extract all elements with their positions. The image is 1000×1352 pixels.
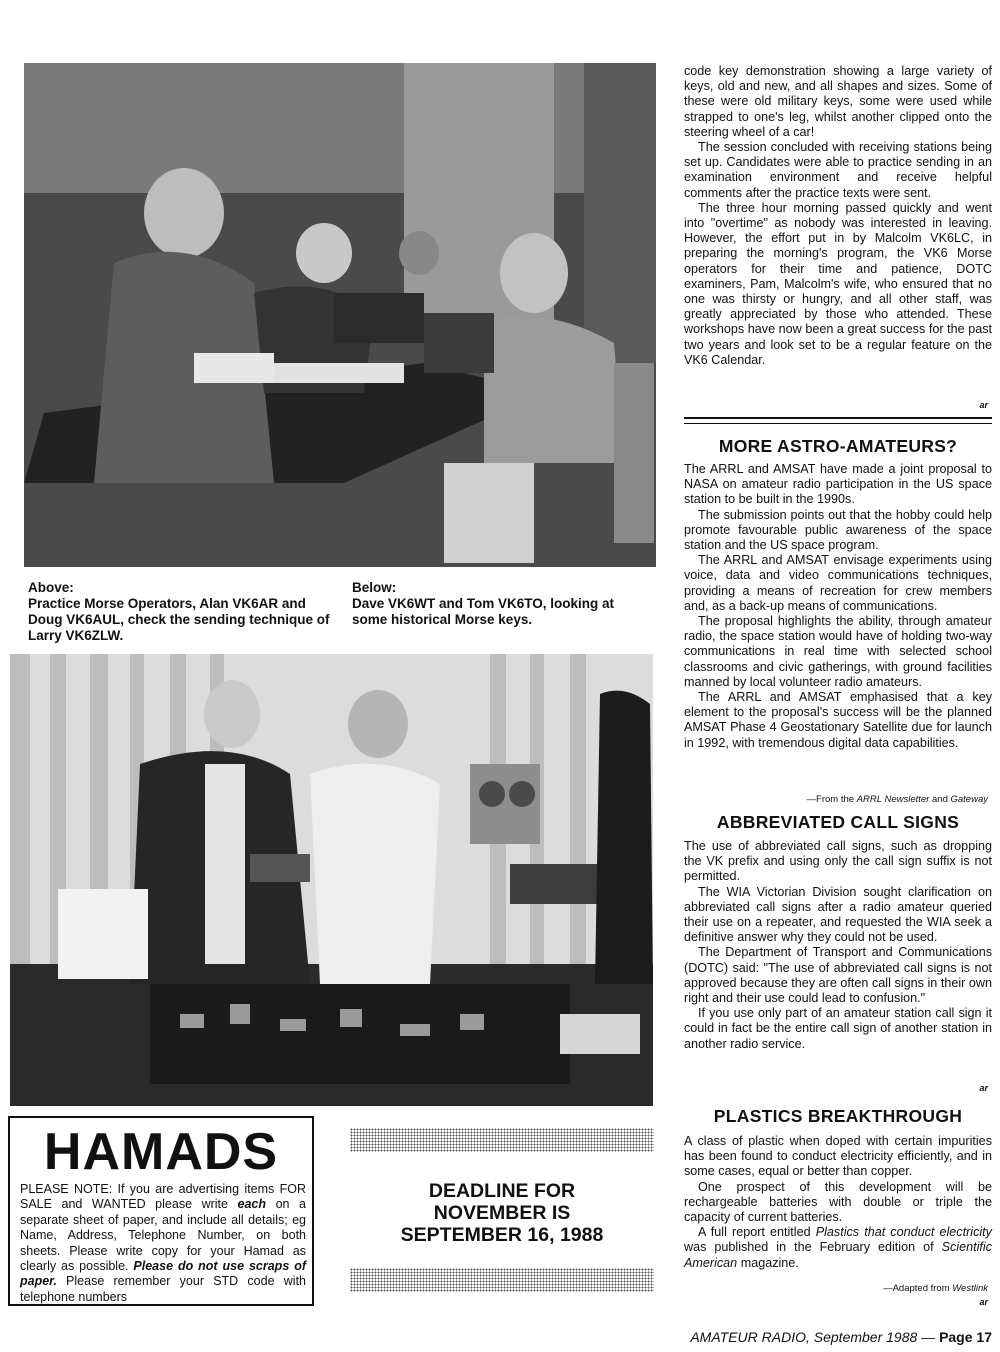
astro-paragraph: The ARRL and AMSAT emphasised that a key element to the proposal's success will be the planned AMSAT Phase 4 Geostationary Satellite due for launch in 1992, with tremendous digital data capabilities. [684,690,992,750]
caption-above [28,580,338,644]
end-mark: ar [979,1297,988,1307]
dotted-band-bottom [350,1268,654,1292]
hamads-text: Please remember your STD code with telephone numbers [20,1274,306,1304]
astro-paragraph: The proposal highlights the ability, through amateur radio, the space station would have of holding two-way communications in real time with selected school classrooms and civic gatherings, with ground facilities manned by local volunteer radio amateurs. [684,614,992,689]
hamads-notice [20,1182,306,1305]
section-divider [684,423,992,424]
hamads-title: HAMADS [43,1123,279,1181]
credit-prefix: —Adapted from [883,1283,953,1294]
footer-date: , September 1988 — [805,1329,940,1345]
hamads-emphasis: each [237,1197,267,1212]
footer-magazine: AMATEUR RADIO [690,1329,806,1345]
plastics-heading: PLASTICS BREAKTHROUGH [713,1106,963,1126]
end-mark: ar [979,1083,988,1093]
plastics-magazine: Scientific American [684,1240,992,1270]
end-mark: ar [979,400,988,410]
credit-prefix: —From the [806,794,857,805]
dotted-band-top [350,1128,654,1152]
caption-below-heading: Below: [352,580,397,595]
section-divider [684,417,992,419]
intro-article [684,64,992,368]
plastics-paragraph: One prospect of this development will be rechargeable batteries with double or triple the capacity of current batteries. [684,1179,992,1225]
intro-paragraph: The three hour morning passed quickly and went into "overtime" as nobody was interested in leaving. However, the effort put in by Malcolm VK6LC, in preparing the morning's program, the VK6 Morse operators for their time and patience, DOTC examiners, Pam, Malcolm's wife, who ensured that no one was thirsty or hungry, and all other staff, was greatly appreciated by those who attended. These workshops have now been a great success for the past two years and look set to be a regular feature on the VK6 Calendar. [684,200,992,367]
plastics-report-title: Plastics that conduct electricity [815,1225,992,1240]
hamads-text: PLEASE NOTE: If you are advertising items FOR SALE and WANTED please write [20,1182,306,1212]
caption-below-text: Dave VK6WT and Tom VK6TO, looking at some historical Morse keys. [352,596,615,627]
plastics-text: was published in the February edition of [684,1240,942,1255]
callsigns-heading: ABBREVIATED CALL SIGNS [716,812,960,832]
astro-paragraph: The ARRL and AMSAT envisage experiments using voice, data and video communications techniques, providing a means of recreation for crew members and, as a back-up means of communications. [684,553,992,613]
hamads-box [8,1116,314,1306]
astro-paragraph: The submission points out that the hobby could help promote favourable public awareness of the space station and the US space program. [684,507,992,553]
callsigns-paragraph: The use of abbreviated call signs, such as dropping the VK prefix and using only the call sign suffix is not permitted. [684,839,992,884]
deadline-notice [350,1180,654,1246]
hamads-text: on a separate sheet of paper, and include all details; eg Name, Address, Telephone Number, on both sheets. Please write copy for your Hamad as clearly as possible. [20,1197,306,1274]
caption-below [352,580,652,628]
callsigns-paragraph: If you use only part of an amateur station call sign it could in fact be the entire call sign of another station in another radio service. [684,1006,992,1051]
callsigns-paragraph: The WIA Victorian Division sought clarification on abbreviated call signs after a radio amateur queried their use on a repeater, and requested the WIA seek a definitive answer why they could not be used. [684,884,992,945]
astro-article [684,462,992,751]
credit-source: Gateway [950,794,988,805]
credit-source: ARRL Newsletter [856,794,930,805]
plastics-paragraph [684,1225,992,1271]
astro-paragraph: The ARRL and AMSAT have made a joint proposal to NASA on amateur radio participation in the US space station to be built in the 1990s. [684,462,992,507]
credit-and: and [929,794,951,805]
plastics-text: magazine. [737,1255,799,1270]
plastics-article [684,1134,992,1271]
credit-source: Westlink [952,1283,988,1294]
deadline-line: DEADLINE FOR [428,1180,576,1202]
plastics-credit [883,1283,988,1294]
footer-page: Page 17 [939,1329,992,1345]
plastics-paragraph: A class of plastic when doped with certain impurities has been found to conduct electricity efficiently, and in some cases, equal or better than copper. [684,1134,992,1179]
intro-paragraph: The session concluded with receiving stations being set up. Candidates were able to practice sending in an examination environment and receive helpful comments after the practice texts were sent. [684,140,992,200]
callsigns-article [684,839,992,1052]
astro-heading: MORE ASTRO-AMATEURS? [718,436,958,456]
plastics-text: A full report entitled [698,1225,816,1240]
photo-historical-keys [10,654,653,1106]
astro-credit [807,794,988,805]
hamads-emphasis: Please do not use scraps of paper. [20,1259,306,1289]
photo-morse-practice [24,63,656,567]
intro-paragraph: code key demonstration showing a large variety of keys, old and new, and all shapes and sizes. Some of these were old military keys, some were used while strapped to one's leg, whilst another clipped onto the steering wheel of a car! [684,64,992,139]
page-footer [676,1329,992,1345]
caption-above-text: Practice Morse Operators, Alan VK6AR and Doug VK6AUL, check the sending technique of Larry VK6ZLW. [28,596,330,643]
deadline-line: NOVEMBER IS [433,1202,571,1224]
callsigns-paragraph: The Department of Transport and Communications (DOTC) said: "The use of abbreviated call signs is not approved because they are often call signs in their own right and their use could lead to confusion." [684,945,992,1006]
caption-above-heading: Above: [28,580,74,595]
deadline-line: SEPTEMBER 16, 1988 [400,1224,604,1246]
